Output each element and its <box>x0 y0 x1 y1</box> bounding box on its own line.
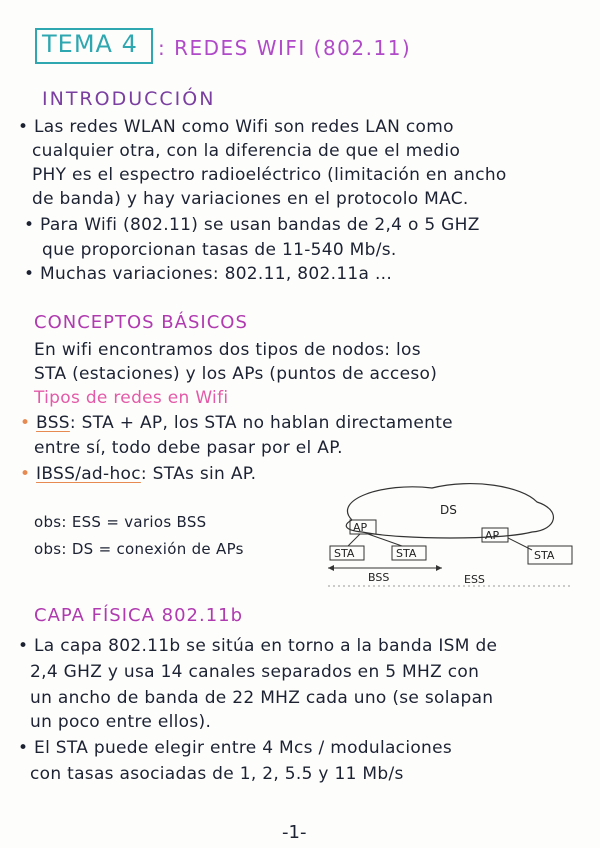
bss-label: BSS <box>368 571 390 584</box>
conceptos-line-1: En wifi encontramos dos tipos de nodos: los <box>34 340 421 360</box>
capa-line-1: • La capa 802.11b se sitúa en torno a la banda ISM de <box>18 636 498 656</box>
intro-heading: INTRODUCCIÓN <box>42 88 216 110</box>
intro-line-6: que proporcionan tasas de 11-540 Mb/s. <box>42 240 397 260</box>
page-title: TEMA 4 <box>42 30 138 58</box>
tipos-redes-heading: Tipos de redes en Wifi <box>34 388 229 408</box>
intro-line-4: de banda) y hay variaciones en el protocolo MAC. <box>32 189 469 209</box>
sta-label-1: STA <box>334 547 355 560</box>
ess-label: ESS <box>464 573 485 586</box>
page-number: -1- <box>282 822 307 843</box>
sta-label-2: STA <box>396 547 417 560</box>
obs-ds: obs: DS = conexión de APs <box>34 540 244 558</box>
page-subtitle: : REDES WIFI (802.11) <box>158 36 412 60</box>
capa-heading: CAPA FÍSICA 802.11b <box>34 605 244 626</box>
obs-ess: obs: ESS = varios BSS <box>34 513 207 531</box>
bss-line: • BSS: STA + AP, los STA no hablan directamente <box>20 413 453 433</box>
ibss-line: • IBSS/ad-hoc: STAs sin AP. <box>20 464 257 484</box>
intro-line-1: • Las redes WLAN como Wifi son redes LAN como <box>18 117 454 137</box>
capa-line-3: un ancho de banda de 22 MHZ cada uno (se solapan <box>30 688 494 708</box>
capa-line-6: con tasas asociadas de 1, 2, 5.5 y 11 Mb/s <box>30 764 404 784</box>
ap-label-1: AP <box>353 521 368 534</box>
conceptos-heading: CONCEPTOS BÁSICOS <box>34 312 248 333</box>
capa-line-2: 2,4 GHZ y usa 14 canales separados en 5 MHZ con <box>30 662 480 682</box>
conceptos-line-2: STA (estaciones) y los APs (puntos de acceso) <box>34 364 438 384</box>
ap-label-2: AP <box>485 529 500 542</box>
ds-label: DS <box>440 503 457 517</box>
intro-line-2: cualquier otra, con la diferencia de que el medio <box>32 141 461 161</box>
sta-label-3: STA <box>534 549 555 562</box>
bss-line-2: entre sí, todo debe pasar por el AP. <box>34 438 343 458</box>
network-diagram <box>322 480 584 590</box>
capa-line-5: • El STA puede elegir entre 4 Mcs / modulaciones <box>18 738 453 758</box>
intro-line-3: PHY es el espectro radioeléctrico (limitación en ancho <box>32 165 507 185</box>
capa-line-4: un poco entre ellos). <box>30 712 212 732</box>
intro-line-5: • Para Wifi (802.11) se usan bandas de 2,4 o 5 GHZ <box>24 215 480 235</box>
intro-line-7: • Muchas variaciones: 802.11, 802.11a ... <box>24 264 393 284</box>
